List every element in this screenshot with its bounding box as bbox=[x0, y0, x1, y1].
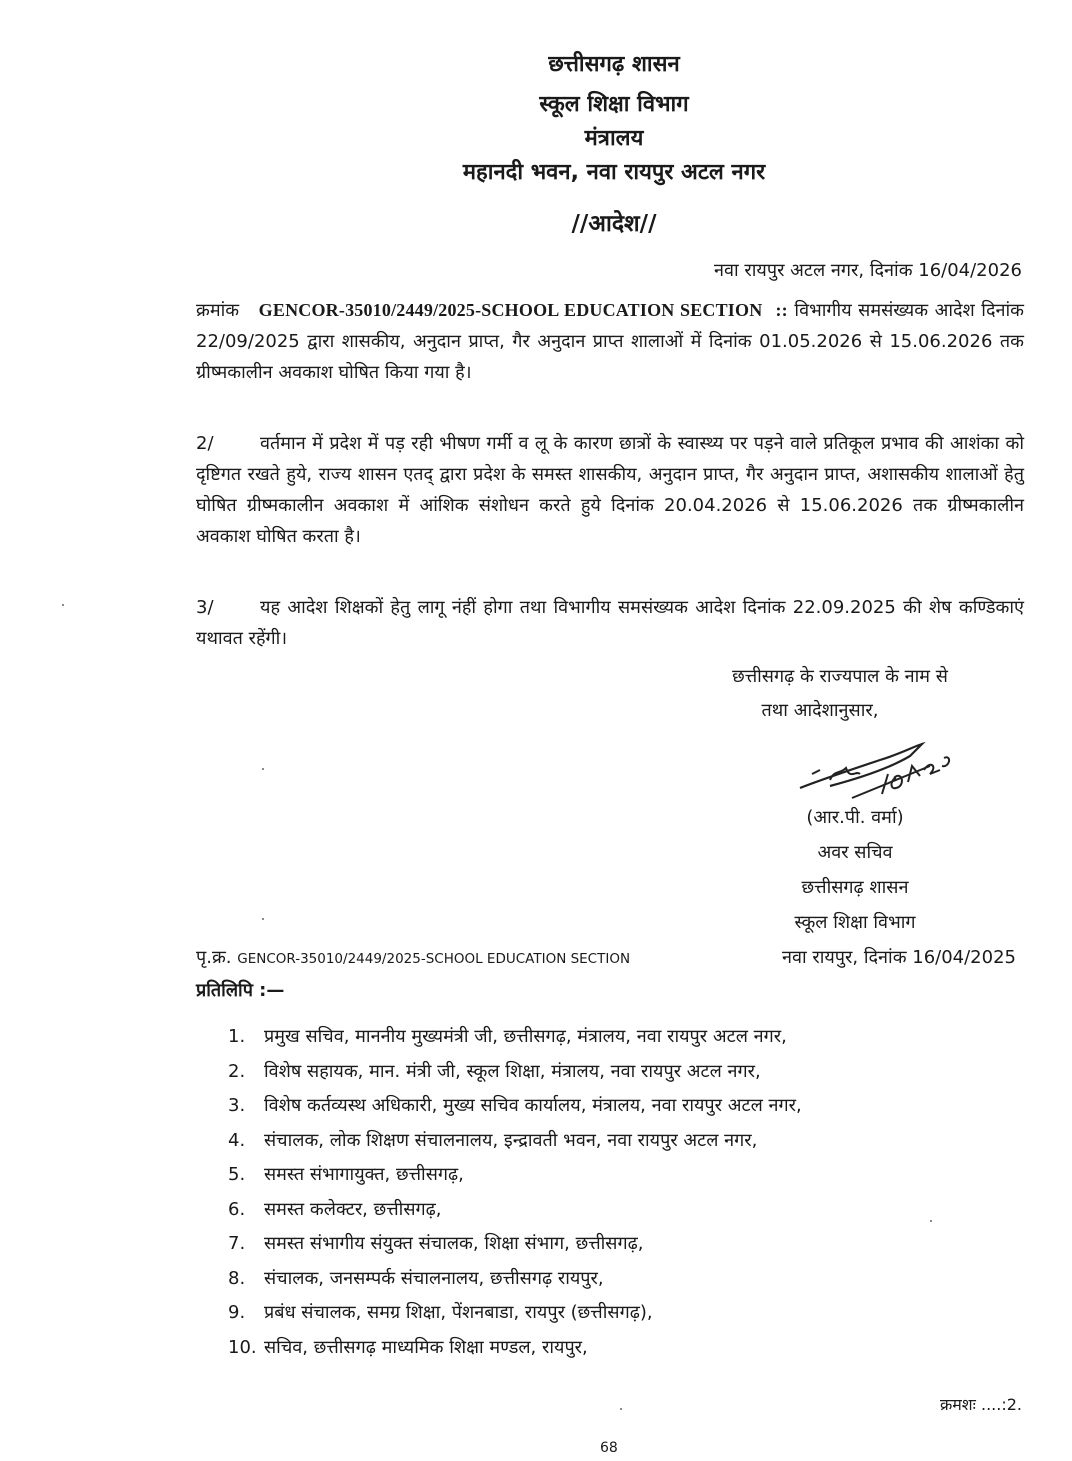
paragraph-2-number: 2/ bbox=[196, 433, 214, 454]
paragraph-3 bbox=[196, 592, 1024, 654]
item-text: विशेष सहायक, मान. मंत्री जी, स्कूल शिक्षा, मंत्रालय, नवा रायपुर अटल नगर, bbox=[264, 1060, 761, 1082]
copy-to-heading: प्रतिलिपि :— bbox=[196, 980, 285, 1001]
department-name: स्कूल शिक्षा विभाग bbox=[539, 92, 689, 117]
item-number: 3. bbox=[228, 1095, 246, 1116]
item-number: 1. bbox=[228, 1026, 246, 1047]
endorsement-line bbox=[196, 945, 1024, 969]
list-item bbox=[228, 1020, 802, 1055]
list-item bbox=[228, 1089, 802, 1124]
item-number: 6. bbox=[228, 1198, 246, 1220]
paragraph-3-text: यह आदेश शिक्षकों हेतु लागू नंहीं होगा तथा विभागीय समसंख्यक आदेश दिनांक 22.09.2025 की शेष कण्डिकाएं यथावत रहेंगी। bbox=[196, 597, 1024, 649]
ministry-name: मंत्रालय bbox=[584, 126, 644, 151]
item-text: संचालक, लोक शिक्षण संचालनालय, इन्द्रावती भवन, नवा रायपुर अटल नगर, bbox=[264, 1129, 758, 1151]
scan-speck bbox=[262, 918, 264, 920]
order-date-line: नवा रायपुर अटल नगर, दिनांक 16/04/2026 bbox=[714, 260, 1022, 281]
item-number: 10. bbox=[228, 1336, 257, 1358]
item-number: 4. bbox=[228, 1129, 246, 1151]
continued-marker: क्रमशः ....:2. bbox=[939, 1395, 1022, 1414]
item-text: समस्त कलेक्टर, छत्तीसगढ़, bbox=[264, 1198, 442, 1220]
paragraph-3-number: 3/ bbox=[196, 597, 214, 618]
list-item bbox=[228, 1124, 802, 1159]
item-text: प्रबंध संचालक, समग्र शिक्षा, पेंशनबाडा, रायपुर (छत्तीसगढ़), bbox=[264, 1302, 653, 1323]
paragraph-2-text: वर्तमान में प्रदेश में पड़ रही भीषण गर्मी व लू के कारण छात्रों के स्वास्थ्य पर पड़ने वाले प्रतिकूल प्रभाव की आशंका को दृष्टिगत रखते हुये, राज्य शासन एतद् द्वारा प्रदेश के समस्त शासकीय, अनुदान प्राप्त, गैर अनुदान प्राप्त, अशासकीय शालाओं हेतु घोषित ग्रीष्मकालीन अवकाश में आंशिक संशोधन करते हुये दिनांक 20.04.2026 से 15.06.2026 तक ग्रीष्मकालीन अवकाश घोषित करता है। bbox=[196, 433, 1024, 547]
endorsement-reference: GENCOR-35010/2449/2025-SCHOOL EDUCATION SECTION bbox=[237, 951, 631, 967]
signatory-org-1: छत्तीसगढ़ शासन bbox=[801, 877, 909, 898]
list-item bbox=[228, 1227, 802, 1262]
copy-to-list bbox=[228, 1020, 802, 1365]
item-text: प्रमुख सचिव, माननीय मुख्यमंत्री जी, छत्तीसगढ़, मंत्रालय, नवा रायपुर अटल नगर, bbox=[264, 1026, 787, 1047]
list-item bbox=[228, 1158, 802, 1193]
list-item bbox=[228, 1055, 802, 1090]
item-text: समस्त संभागायुक्त, छत्तीसगढ़, bbox=[264, 1164, 464, 1185]
endorsement-place-date: नवा रायपुर, दिनांक 16/04/2025 bbox=[781, 947, 1016, 968]
item-number: 2. bbox=[228, 1060, 246, 1082]
item-number: 7. bbox=[228, 1233, 246, 1254]
list-item bbox=[228, 1262, 802, 1297]
item-text: समस्त संभागीय संयुक्त संचालक, शिक्षा संभाग, छत्तीसगढ़, bbox=[264, 1233, 644, 1254]
reference-number: GENCOR-35010/2449/2025-SCHOOL EDUCATION SECTION bbox=[258, 300, 763, 320]
item-number: 5. bbox=[228, 1164, 246, 1185]
authority-line-1: छत्तीसगढ़ के राज्यपाल के नाम से bbox=[732, 666, 948, 687]
scan-speck bbox=[262, 768, 264, 770]
scan-speck bbox=[620, 1408, 622, 1410]
office-address: महानदी भवन, नवा रायपुर अटल नगर bbox=[462, 160, 766, 185]
paragraph-1 bbox=[196, 295, 1024, 388]
order-title: //आदेश// bbox=[571, 211, 657, 237]
list-item bbox=[228, 1193, 802, 1228]
item-number: 9. bbox=[228, 1302, 246, 1323]
signatory-org-2: स्कूल शिक्षा विभाग bbox=[794, 912, 916, 933]
authority-line-2: तथा आदेशानुसार, bbox=[761, 700, 879, 721]
signatory-name: (आर.पी. वर्मा) bbox=[806, 807, 904, 828]
paragraph-1-text: विभागीय समसंख्यक आदेश दिनांक 22/09/2025 द्वारा शासकीय, अनुदान प्राप्त, गैर अनुदान प्राप्त शालाओं में दिनांक 01.05.2026 से 15.06.2026 तक ग्रीष्मकालीन अवकाश घोषित किया गया है। bbox=[196, 300, 1024, 383]
page-number: 68 bbox=[600, 1440, 618, 1456]
endorsement-prefix: पृ.क्र. bbox=[196, 947, 232, 968]
paragraph-2 bbox=[196, 428, 1024, 552]
item-text: संचालक, जनसम्पर्क संचालनालय, छत्तीसगढ़ रायपुर, bbox=[264, 1267, 604, 1289]
scan-speck bbox=[62, 604, 64, 606]
list-item bbox=[228, 1296, 802, 1331]
item-text: विशेष कर्तव्यस्थ अधिकारी, मुख्य सचिव कार्यालय, मंत्रालय, नवा रायपुर अटल नगर, bbox=[264, 1095, 802, 1116]
scan-speck bbox=[930, 1220, 932, 1222]
item-number: 8. bbox=[228, 1267, 246, 1289]
reference-prefix: क्रमांक bbox=[196, 300, 240, 321]
government-name: छत्तीसगढ़ शासन bbox=[548, 52, 680, 77]
reference-separator: :: bbox=[775, 300, 788, 320]
signatory-block bbox=[735, 800, 975, 940]
signatory-designation: अवर सचिव bbox=[817, 842, 893, 863]
list-item bbox=[228, 1331, 802, 1366]
item-text: सचिव, छत्तीसगढ़ माध्यमिक शिक्षा मण्डल, रायपुर, bbox=[264, 1336, 588, 1358]
